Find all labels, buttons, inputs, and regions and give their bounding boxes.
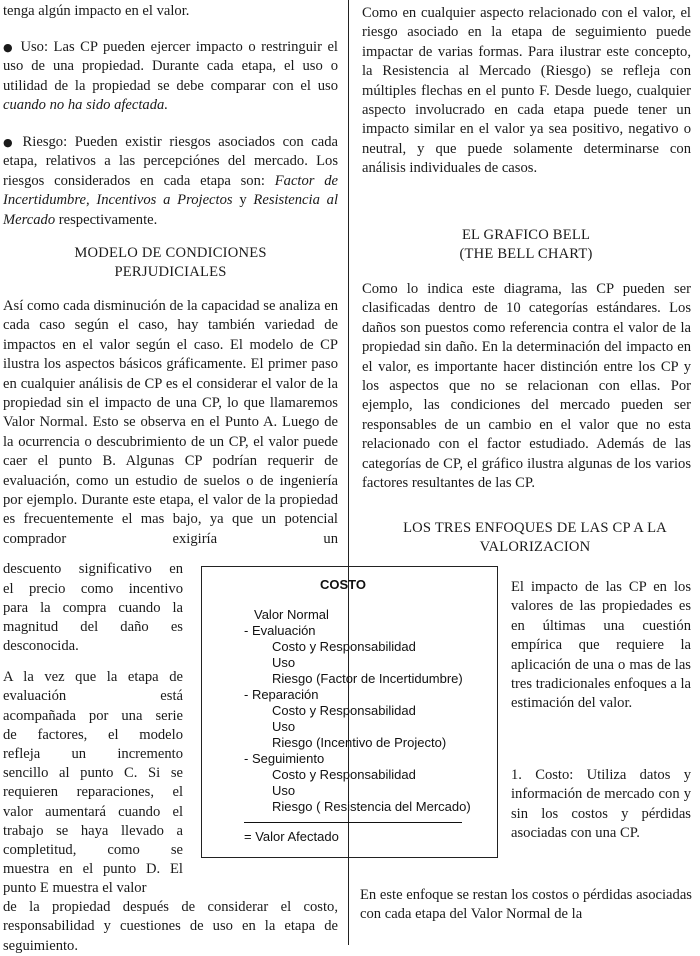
bullet-icon: ● bbox=[3, 41, 15, 54]
wrap-line: el precio como incentivo bbox=[3, 581, 183, 597]
box-uso: Uso bbox=[272, 655, 296, 670]
heading-modelo-line2: PERJUDICIALES bbox=[114, 264, 227, 281]
box-riesgo: Riesgo (Factor de Incertidumbre) bbox=[272, 671, 463, 686]
box-uso: Uso bbox=[272, 719, 296, 734]
bullet-riesgo-tail: respectivamente. bbox=[55, 211, 158, 228]
bullet-uso-text: Uso: Las CP pueden ejercer impacto o restringuir el uso de una propiedad. Durante cada etapa, el uso o utilidad de la propiedad se debe comparar con el uso bbox=[3, 39, 338, 94]
riesgo-sep-1: , bbox=[85, 192, 97, 209]
heading-bell-line2: (THE BELL CHART) bbox=[459, 246, 593, 263]
box-costo-resp: Costo y Responsabilidad bbox=[272, 767, 416, 782]
box-seguimiento: - Seguimiento bbox=[244, 751, 325, 766]
right-closing-paragraph: En este enfoque se restan los costos o pérdidas asociadas con cada etapa del Valor Normal de la bbox=[360, 887, 692, 923]
heading-bell bbox=[360, 226, 692, 265]
wrap-line: acompañada por una serie bbox=[3, 708, 183, 724]
riesgo-paragraph: Como en cualquier aspecto relacionado con el valor, el riesgo asociado en la etapa de seguimiento puede impactar de varias formas. Para ilustrar este concepto, la Resistencia al Mercado (Riesgo) se refleja con múltiples flechas en el punto F. Desde luego, cualquier aspecto involucrado en cada etapa puede tener un impacto similar en el valor ya sea positivo, negativo o neutral, y que puede solamente determinarse con análisis individuales de casos. bbox=[362, 5, 691, 177]
wrap-line: punto E muestra el valor bbox=[3, 880, 147, 896]
enfoques-paragraph: El impacto de las CP en los valores de las propiedades es en últimas una cuestión empírica que requiere la aplicación de una o mas de las tres tradicionales enfoques a la estimación del valor. bbox=[511, 579, 691, 712]
heading-modelo-line1: MODELO DE CONDICIONES bbox=[74, 245, 267, 261]
wrap-line: evaluación está bbox=[3, 688, 183, 704]
wrap-line: refleja un incremento bbox=[3, 746, 183, 762]
wrap-line: magnitud del daño es bbox=[3, 619, 183, 635]
wrap-line: muestra en el punto D. El bbox=[3, 861, 183, 877]
bell-paragraph: Como lo indica este diagrama, las CP pueden ser clasificadas dentro de 10 categorías estándares. Los daños son puestos como referencia contra el valor de la propiedad sin daño. En la determinación del impacto en el valor, es importante hacer distinción entre los CP y los aspectos que no se relacionan con ellas. Por ejemplo, las condiciones del mercado pueden ser responsables de un cambio en el valor que no esta relacionado con el factor estudiado. Además de las categorías de CP, el gráfico ilustra algunas de los varios factores resultantes de las CP. bbox=[362, 281, 691, 492]
box-riesgo: Riesgo ( Resistencia del Mercado) bbox=[272, 799, 471, 814]
left-closing-paragraph: de la propiedad después de considerar el costo, responsabilidad y cuestiones de uso en la etapa de seguimiento. bbox=[3, 899, 338, 954]
wrap-line: requieren reparaciones, el bbox=[3, 784, 183, 800]
riesgo-term-3: Resistencia al Mercado bbox=[3, 192, 339, 228]
box-uso: Uso bbox=[272, 783, 296, 798]
costo-paragraph: 1. Costo: Utiliza datos y información de mercado con y sin los costos y pérdidas asociadas con una CP. bbox=[511, 767, 691, 842]
wrap-line: A la vez que la etapa de bbox=[3, 669, 183, 685]
riesgo-term-1: Factor de Incertidumbre bbox=[3, 172, 338, 209]
heading-bell-line1: EL GRAFICO BELL bbox=[461, 227, 591, 243]
heading-enfoques-line2: VALORIZACION bbox=[479, 539, 591, 556]
box-evaluacion: - Evaluación bbox=[244, 623, 316, 638]
wrap-line: descuento significativo en bbox=[3, 561, 183, 577]
costo-box bbox=[201, 566, 498, 858]
wrap-line: para la compra cuando la bbox=[3, 600, 183, 616]
box-result: = Valor Afectado bbox=[244, 829, 339, 844]
box-riesgo: Riesgo (Incentivo de Projecto) bbox=[272, 735, 447, 750]
bullet-icon: ● bbox=[3, 136, 17, 149]
wrap-line: desconocida. bbox=[3, 638, 79, 654]
riesgo-term-2: Incentivos a Projectos bbox=[96, 192, 233, 209]
box-valor-normal: Valor Normal bbox=[254, 607, 329, 622]
bullet-uso-italic: cuando no ha sido afectada. bbox=[3, 97, 168, 114]
box-sum-rule bbox=[244, 822, 462, 823]
heading-enfoques bbox=[370, 519, 700, 558]
box-costo-resp: Costo y Responsabilidad bbox=[272, 639, 416, 654]
box-costo-resp: Costo y Responsabilidad bbox=[272, 703, 416, 718]
wrap-line: de factores, el modelo bbox=[3, 727, 183, 743]
intro-tail: tenga algún impacto en el valor. bbox=[3, 3, 190, 19]
heading-modelo bbox=[3, 244, 338, 283]
wrap-line: sencillo al punto C. Si se bbox=[3, 765, 183, 781]
wrap-line: trabajo se haya llevado a bbox=[3, 823, 183, 839]
modelo-paragraph: Así como cada disminución de la capacidad se analiza en cada caso según el caso, hay también variedad de impactos en el valor según el caso. El modelo de CP ilustra los aspectos básicos gráficamente. El primer paso en cualquier análisis de CP es el considerar el valor de la propiedad sin el impacto de una CP, lo que llamaremos Valor Normal. Esto se observa en el Punto A. Luego de la ocurrencia o descubrimiento de un CP, el valor puede caer el punto B. Algunas CP podrían requerir de evaluación, como un estudio de suelos o de ingeniería por ejemplo. Durante este etapa, el valor de la propiedad es frecuentemente el mas bajo, ya que un potencial comprador exigiría un bbox=[3, 298, 338, 547]
wrap-line: completitud, como se bbox=[3, 842, 183, 858]
box-reparacion: - Reparación bbox=[244, 687, 319, 702]
costo-box-title: COSTO bbox=[320, 577, 366, 592]
wrap-line: valor aumentará cuando el bbox=[3, 804, 183, 820]
riesgo-sep-2: y bbox=[232, 192, 254, 209]
bullet-uso bbox=[3, 38, 338, 116]
bullet-riesgo bbox=[3, 133, 338, 230]
bullet-riesgo-text: Riesgo: Pueden existir riesgos asociados con cada etapa, relativos a las percepciónes del mercado. Los riesgos considerados en cada etapa son: bbox=[3, 134, 338, 189]
heading-enfoques-line1: LOS TRES ENFOQUES DE LAS CP A LA bbox=[403, 520, 667, 536]
